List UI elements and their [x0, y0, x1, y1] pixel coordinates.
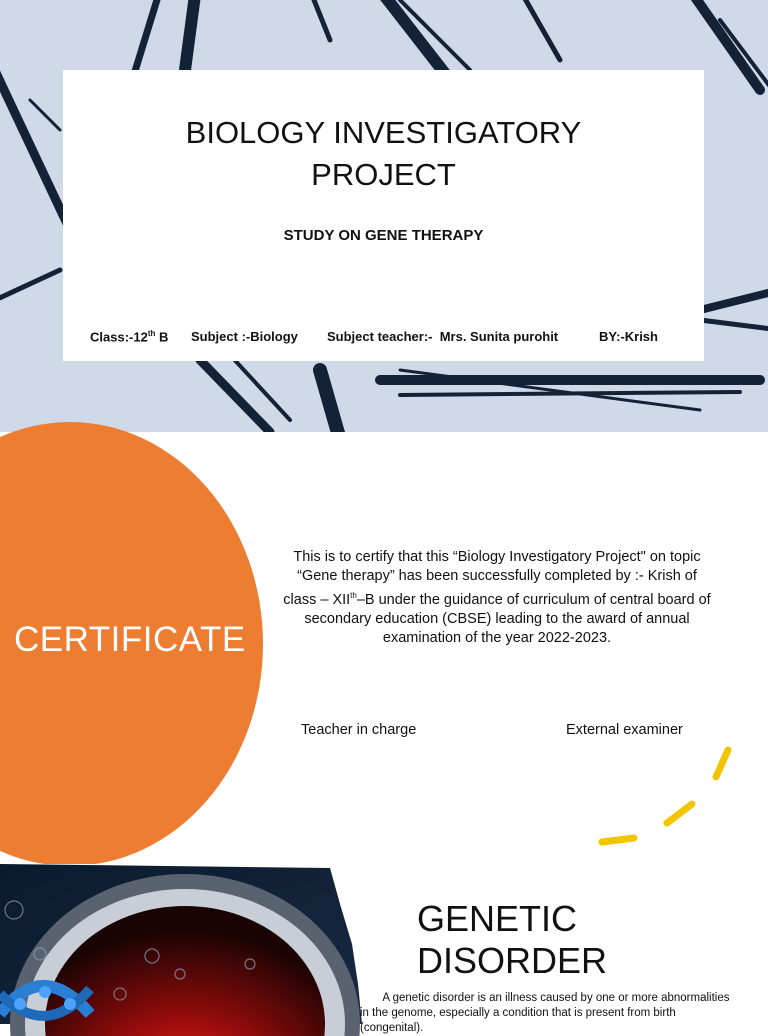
teacher-info: Subject teacher:- Mrs. Sunita purohit	[327, 329, 559, 344]
title-card	[63, 70, 704, 361]
teacher-in-charge-label: Teacher in charge	[301, 722, 417, 738]
certificate-text-part2: –B under the guidance of curriculum of central board of secondary education (CBSE) leading to the award of annual examination of the year 2022-2023.	[304, 591, 711, 646]
certificate-title: CERTIFICATE	[14, 620, 246, 659]
genetic-disorder-title-line1: GENETIC	[417, 898, 578, 939]
genetic-disorder-slide	[0, 864, 768, 1034]
external-examiner-label: External examiner	[566, 722, 683, 738]
author-info: BY:-Krish	[599, 329, 658, 344]
class-sup: th	[147, 329, 156, 338]
class-info	[90, 329, 168, 344]
certificate-slide	[0, 432, 768, 864]
class-prefix: Class:-12	[90, 329, 148, 345]
genetic-disorder-text: A genetic disorder is an illness caused by one or more abnormalities in the genome, especially a condition that is present from birth (congenital).	[360, 992, 733, 1034]
project-subtitle: STUDY ON GENE THERAPY	[283, 227, 484, 244]
title-slide	[0, 0, 768, 432]
subject-info: Subject :-Biology	[191, 329, 298, 344]
genetic-disorder-title-line2: DISORDER	[417, 940, 608, 981]
certificate-text-sup: th	[350, 591, 357, 600]
genetic-disorder-title	[417, 898, 737, 982]
project-title	[63, 112, 704, 196]
certificate-text	[283, 548, 711, 648]
yellow-dash-arc	[602, 750, 728, 842]
certificate-text-part1: This is to certify that this “Biology Investigatory Project" on topic “Gene therapy” has been successfully completed by :- Krish of class – XII	[283, 549, 701, 608]
class-suffix: B	[155, 329, 169, 345]
project-title-line2: PROJECT	[311, 157, 456, 192]
project-title-line1: BIOLOGY INVESTIGATORY	[185, 115, 582, 150]
